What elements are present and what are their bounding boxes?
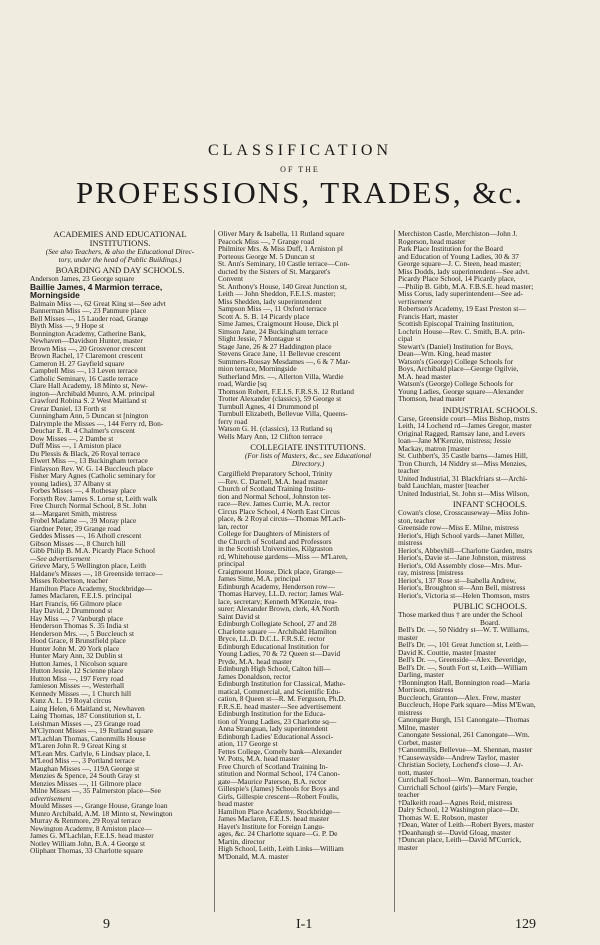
listing-line: †Duncan place, Leith—David M'Currick,	[398, 836, 522, 844]
title-block	[0, 142, 600, 211]
listing-line: cation, 8 Queen st—R. M. Ferguson, Ph.D.	[218, 695, 346, 703]
listing-line: mistress	[398, 708, 423, 716]
section-heading: INSTITUTIONS.	[89, 239, 151, 248]
listing-line: Anna Stranguan, lady superintendent	[218, 725, 328, 733]
listing-line: Convent	[218, 275, 244, 283]
listing-line: Stage Jane, 26 & 27 Haddington place	[218, 342, 332, 350]
listing-line: Maughan Misses —, 119A George st	[30, 764, 140, 772]
listing-line: Geddes Misses —, 16 Atholl crescent	[30, 532, 142, 540]
listing-line: Du Plessis & Black, 26 Royal terrace	[30, 449, 141, 457]
listing-line: Balmain Miss —, 62 Great King st—See advt	[30, 299, 166, 307]
listing-line: Cameron H. 27 Gayfield square	[30, 359, 125, 367]
listing-line: James Maclaren, F.E.I.S. head master	[218, 815, 329, 823]
listing-line: matical, Commercial, and Scientific Edu-	[218, 687, 341, 695]
listing-line: †Bonnington Hall, Bonnington road—Maria	[398, 678, 530, 686]
listing-line: bald Lauchlan, master [teacher	[398, 482, 490, 490]
title-classification: CLASSIFICATION	[207, 142, 392, 159]
listing-line: Boys, Archibald place—George Ogilvie,	[398, 365, 519, 373]
listing-line: Watson G. H. (classics), 13 Rutland sq	[218, 425, 333, 433]
title-professions-trades: PROFESSIONS, TRADES, &c.	[76, 175, 524, 210]
listing-line: Bryce, LL.D. D.C.L. F.R.S.E. rector	[218, 635, 325, 643]
listing-line: Hamilton Place Academy, Stockbridge—	[218, 807, 340, 815]
listing-line: tory, under the head of Public Buildings.)	[58, 255, 182, 263]
listing-line: lace, secretary; Kenneth M'Kenzie, trea-	[218, 597, 338, 605]
listing-line: lan, rector	[218, 522, 248, 530]
listing-line: Robertson's Academy, 19 East Preston st—	[398, 305, 526, 313]
listing-line: Brown Rachel, 17 Claremont crescent	[30, 352, 143, 360]
listing-line: Thomas Harvey, LL.D. rector; James Wal-	[218, 590, 344, 598]
listing-line: College for Daughters of Ministers of	[218, 530, 330, 538]
listing-line: James G. M'Lachlan, F.E.I.S. head master	[30, 832, 154, 840]
listing-line: Circus Place School, 4 North East Circus	[218, 507, 340, 515]
listing-line: Board.	[480, 618, 500, 626]
listing-line: Hutton Miss —, 197 Ferry road	[30, 674, 124, 682]
section-heading: INDUSTRIAL SCHOOLS.	[442, 405, 538, 415]
listing-line: Jamieson Misses —, Westerhall	[30, 682, 125, 690]
listing-line: Hay Miss —, 7 Vanburgh place	[30, 614, 123, 622]
listing-line: St. Cuthbert's, 35 Castle barns—James Hill,	[398, 452, 528, 460]
listing-line: Milne Misses —, 35 Palmerston place—See	[30, 787, 161, 795]
listing-line: Those marked thus † are under the School	[398, 611, 523, 619]
listing-line: teacher	[398, 791, 420, 799]
column-2	[218, 230, 398, 912]
listing-line: Laing Helen, 6 Maitland st, Newhaven	[30, 704, 145, 712]
listing-line: Simson Jane, 24 Buckingham terrace	[218, 327, 328, 335]
listing-line: Cunningham Ann, 5 Duncan st [nington	[30, 412, 149, 420]
listing-line: tion and Normal School, Johnston ter-	[218, 492, 331, 500]
listing-line: Dalrymple the Misses —, 144 Ferry rd, Bon-	[30, 419, 164, 427]
listing-line: teacher	[398, 467, 420, 475]
listing-line: Forbes Misses —, 4 Rothesay place	[30, 487, 136, 495]
listing-line: Edinburgh Collegiate School, 27 and 28	[218, 620, 337, 628]
listing-line: St. Ann's Seminary, 10 Castle terrace—Con-	[218, 260, 350, 268]
listing-line: Directory.)	[291, 459, 325, 467]
listing-line: Girls, Gillespie crescent—Robert Foulis,	[218, 792, 339, 800]
listing-line: Frobel Madame —, 39 Moray place	[30, 517, 137, 525]
listing-line: stitution and Normal School, 174 Canon-	[218, 770, 340, 778]
listing-line: Edinburgh Institution for Classical, Mathe-	[218, 680, 346, 688]
listing-line: the Church of Scotland and Professors	[218, 537, 332, 545]
listing-line: Kennedy Misses —, 1 Church hill	[30, 689, 131, 697]
listing-line: Trotter Alexander (classics), 59 George st	[218, 395, 342, 403]
listing-line: Morningside	[30, 291, 80, 300]
listing-line: Watson's (George) College Schools for	[398, 380, 514, 388]
listing-line: ray, mistress [mistress	[398, 569, 464, 577]
listing-line: Henderson Mrs. —, 5 Buccleuch st	[30, 629, 135, 637]
listing-line: Sutherland Mrs. —, Allerton Villa, Wardie	[218, 372, 344, 380]
listing-line: Gibb Philip B. M.A. Picardy Place School	[30, 547, 156, 555]
listing-line: Free Church Normal School, 8 St. John	[30, 502, 147, 510]
listing-line: rd, Whitehouse gardens—Miss — M'Laren,	[218, 552, 348, 560]
listing-line: Newhaven—Davidson Hunter, master	[30, 337, 143, 345]
listing-line: (For lists of Masters, &c., see Educational	[244, 452, 372, 460]
listing-line: Milne, master	[398, 723, 440, 731]
listing-line: Edinburgh Ladies' Educational Associ-	[218, 732, 334, 740]
listing-line: Darling, master	[398, 671, 444, 679]
listing-line: Peacock Miss —, 7 Grange road	[218, 237, 315, 245]
listing-line: master	[398, 843, 418, 851]
listing-line: Leith — John Sheddon, F.E.I.S. master;	[218, 290, 336, 298]
listing-line: Slight Jessie, 7 Montague st	[218, 335, 301, 343]
listing-line: Turnbull Elizabeth, Bellevue Villa, Queens-	[218, 410, 348, 418]
listing-line: Morrison, mistress	[398, 686, 454, 694]
listing-line: Oliver Mary & Isabella, 11 Rutland square	[218, 230, 345, 238]
listing-line: David K. Couttie, master [master	[398, 648, 497, 656]
listing-line: M'Donald, M.A. master	[218, 852, 289, 860]
listing-line: Dalry School, 12 Washington place—Dr.	[398, 806, 520, 814]
listing-line: Buccleuch, Granton—Alex. Frew, master	[398, 693, 521, 701]
listing-line: Thomson Robert, F.E.I.S. F.R.S.S. 12 Rutland	[218, 387, 354, 395]
listing-line: †Causewayside—Andrew Taylor, master	[398, 753, 520, 761]
listing-line: Heriot's, Davie st—Jane Johnston, mistress	[398, 554, 526, 562]
listing-line: place, & 2 Royal circus—Thomas M'Lach-	[218, 515, 346, 523]
listing-line: and Education of Young Ladies, 30 & 37	[398, 252, 519, 260]
listing-line: Baillie James, 4 Marmion terrace,	[30, 282, 163, 291]
listing-line: Turnbull Agnes, 41 Drummond pl	[218, 402, 319, 410]
listing-line: Lochrin House—Rev. C. Smith, B.A. prin-	[398, 327, 525, 335]
listing-line: James Sime, M.A. principal	[218, 575, 301, 583]
listing-line: ation, 117 George st	[218, 740, 278, 748]
listing-line: Menzies Misses —, 11 Gilmore place	[30, 779, 142, 787]
title-of-the: OF THE	[280, 165, 320, 174]
listing-line: †Canonmills, Bellevue—M. Shennan, master	[398, 746, 533, 754]
listing-line: †Deanhaugh st—David Gloag, master	[398, 828, 511, 836]
listing-line: Mackay, matron [master	[398, 444, 470, 452]
listing-line: Elwert Miss —, 13 Buckingham terrace	[30, 457, 148, 465]
listing-line: Hutton Jessie, 12 Scienne place	[30, 667, 124, 675]
listing-line: vertisement	[398, 297, 433, 305]
listing-line: Original Ragged, Ramsay lane, and Levers	[398, 429, 526, 437]
listing-line: St. Anthony's House, 140 Great Junction st,	[218, 282, 347, 290]
listing-line: M'Clymont Misses —, 19 Rutland square	[30, 727, 153, 735]
listing-line: Laing Thomas, 187 Constitution st, L	[30, 712, 141, 720]
listing-line: Dow Misses —, 2 Dambe st	[30, 434, 114, 442]
listing-line: Thomas W. E. Robson, master	[398, 813, 488, 821]
listing-line: cipal	[398, 335, 413, 343]
listing-line: in the Scottish Universities, Kilgraston	[218, 545, 333, 553]
listing-line: M'Laren John R. 9 Great King st	[30, 742, 127, 750]
listing-line: Bell's Dr. —, 50 Niddry st—W. T. Williams,	[398, 626, 529, 634]
listing-line: Blyth Miss —, 9 Hope st	[30, 322, 104, 330]
listing-line: Scottish Episcopal Training Institution,	[398, 320, 514, 328]
listing-line: M.A. head master	[398, 372, 451, 380]
column-1	[30, 230, 210, 912]
listing-line: ferry road	[218, 417, 248, 425]
column-rule	[214, 230, 215, 912]
listing-line: M'Leod Miss —, 3 Portland terrace	[30, 757, 135, 765]
listing-line: principal	[218, 560, 245, 568]
listing-line: (See also Teachers, & also the Educational Direc-	[45, 248, 195, 256]
listing-line: Fisher Mary Agnes (Catholic seminary for	[30, 472, 156, 480]
section-heading: COLLEGIATE INSTITUTIONS.	[250, 443, 366, 452]
listing-line: M'Lean Mrs. Carlyle, 6 Lindsay place, L	[30, 749, 151, 757]
listing-line: Young Ladies, George square—Alexander	[398, 387, 524, 395]
listing-line: Campbell Miss —, 13 Leven terrace	[30, 367, 138, 375]
section-heading: ACADEMIES AND EDUCATIONAL	[53, 230, 187, 239]
listing-line: Edinburgh Institution for the Educa-	[218, 710, 326, 718]
listing-line: Leith, 14 Lochend rd—James Gregor, master	[398, 422, 532, 430]
listing-line: advertisement	[30, 794, 72, 802]
listing-line: Pryde, M.A. head master	[218, 657, 292, 665]
listing-line: Bell Misses —, 15 Lauder road, Grange	[30, 314, 149, 322]
listing-line: Miss Shedden, lady superintendent	[218, 297, 322, 305]
listing-line: Bell's Dr. —, Greenside—Alex. Beveridge,	[398, 656, 527, 664]
listing-line: Scott A. S. B. 14 Picardy place	[218, 312, 310, 320]
listing-line: Tron Church, 14 Niddry st—Miss Menzies,	[398, 459, 527, 467]
footer-left-number: 9	[103, 917, 110, 932]
section-heading: BOARDING AND DAY SCHOOLS.	[55, 266, 185, 275]
listing-line: F.R.S.E. head master—See advertisement	[218, 702, 342, 710]
listing-line: Sime James, Craigmount House, Dick pl	[218, 320, 339, 328]
listing-line: George square—J. C. Steen, head master;	[398, 260, 522, 268]
listing-line: James Maclaren, F.E.I.S. principal	[30, 592, 132, 600]
listing-line: Charlotte square — Archibald Hamilton	[218, 627, 337, 635]
listing-line: United Industrial, 31 Blackfriars st—Archi-	[398, 474, 528, 482]
listing-line: Martin, director	[218, 837, 265, 845]
listing-line: Heriot's, Broughton st—Ann Bell, mistress	[398, 584, 526, 592]
listing-line: Heriot's, Abbeyhill—Charlotte Garden, mstrs	[398, 546, 533, 554]
listing-line: Forsyth Rev. James S. Lorne st, Leith walk	[30, 494, 158, 502]
listing-line: st—Margaret Smith, mistress	[30, 509, 117, 517]
column-rule	[394, 230, 395, 912]
listing-line: Heriot's, Old Assembly close—Mrs. Mur-	[398, 561, 522, 569]
listing-line: Hood Grace, 8 Brunstfield place	[30, 637, 126, 645]
listing-line: Corbet, master	[398, 738, 442, 746]
listing-line: M'Lachlan Thomas, Canonmills House	[30, 734, 146, 742]
listing-line: Cargilfield Preparatory School, Trinity	[218, 470, 333, 478]
listing-line: James Donaldson, rector	[218, 672, 291, 680]
page-footer	[0, 917, 600, 933]
listing-line: Park Place Institution for the Board	[398, 245, 503, 253]
listing-line: Haldane's Misses —, 18 Greenside terrace—	[30, 569, 163, 577]
listing-line: Sampson Miss —, 11 Oxford terrace	[218, 305, 327, 313]
listing-line: W. Potts, M.A. head master	[218, 755, 300, 763]
listing-line: High School, Leith, Leith Links—William	[218, 845, 344, 853]
listing-line: Duff Miss —, 1 Arniston place	[30, 442, 122, 450]
listing-line: Gardner Peter, 39 Grange road	[30, 524, 121, 532]
listing-line: Stewart's (Daniel) Institution for Boys,	[398, 342, 513, 350]
listing-line: mistress	[398, 539, 423, 547]
listing-line: Miss Corus, lady superintendent—See ad-	[398, 290, 524, 298]
listing-line: Hamilton Place Academy, Stockbridge—	[30, 584, 152, 592]
listing-line: —Rev. C. Darnell, M.A. head master	[218, 477, 328, 485]
listing-line: Christian Society, Lochend's close—J. Ar-	[398, 761, 524, 769]
listing-line: loan—Jane M'Kenzie, mistress; Jessie	[398, 437, 511, 445]
listing-line: Deuchar E. R. 4 Chalmer's crescent	[30, 427, 135, 435]
listing-line: Edinburgh Academy, Henderson row—	[218, 582, 335, 590]
listing-line: †Dean, Water of Leith—Robert Byers, master	[398, 821, 534, 829]
listing-line: Anderson James, 23 George square	[30, 275, 135, 283]
listing-line: Heriot's, 137 Rose st—Isabella Andrew,	[398, 576, 517, 584]
listing-line: Currichall School—Wm. Bannerman, teacher	[398, 776, 534, 784]
listing-line: Edinburgh Educational Institution for	[218, 642, 329, 650]
listing-line: Church of Scotland Training Institu-	[218, 485, 326, 493]
listing-line: Free Church of Scotland Training In-	[218, 762, 328, 770]
listing-line: Hayet's Institute for Foreign Langu-	[218, 822, 325, 830]
listing-line: nott, master	[398, 768, 433, 776]
listing-line: Misses Robertson, teacher	[30, 577, 108, 585]
listing-line: Hart Francis, 66 Gilmore place	[30, 599, 122, 607]
listing-line: Stevens Grace Jane, 11 Bellevue crescent	[218, 350, 341, 358]
listing-line: —See advertisement	[30, 554, 91, 562]
listing-line: young ladies), 37 Albany st	[30, 479, 112, 487]
listing-line: Merchiston Castle, Merchiston—John J.	[398, 230, 518, 238]
listing-line: Oliphant Thomas, 33 Charlotte square	[30, 847, 143, 855]
listing-line: Cowan's close, Crosscauseway—Miss John-	[398, 509, 530, 517]
listing-line: Greenside row—Miss E. Milne, mistress	[398, 524, 519, 532]
listing-line: Bell's Dr. —, South Fort st, Leith—William	[398, 663, 528, 671]
listing-line: Francis Hart, master	[398, 312, 459, 320]
listing-line: Canongate Burgh, 151 Canongate—Thomas	[398, 716, 530, 724]
listing-line: mion terrace, Morningside	[218, 365, 297, 373]
listing-line: Porteous George M. 5 Duncan st	[218, 252, 315, 260]
listing-line: Dean—Wm. King, head master	[398, 350, 492, 358]
listing-line: road, Wardie [sq	[218, 380, 267, 388]
listing-line: Gillespie's (James) Schools for Boys and	[218, 785, 340, 793]
listing-line: Gibson Misses —, 8 Church hill	[30, 539, 126, 547]
listing-line: Crawford Robina S. 2 West Maitland st	[30, 397, 147, 405]
listing-line: Craigmount House, Dick place, Grange—	[218, 567, 343, 575]
listing-line: Watson's (George) College Schools for	[398, 357, 514, 365]
listing-line: Summers-Rousay Mesdames —, 6 & 7 Mar-	[218, 357, 351, 365]
listing-line: Heriot's, High School yards—Janet Miller,	[398, 531, 525, 539]
listing-line: Crerar Daniel, 13 Forth st	[30, 404, 107, 412]
listing-line: gate—Maurice Paterson, B.A. rector	[218, 777, 327, 785]
listing-line: Hunter John M. 20 York place	[30, 644, 120, 652]
listing-line: —Philip B. Gibb, M.A. F.B.S.E. head master;	[398, 282, 534, 290]
columns-area	[30, 230, 586, 912]
listing-line: Currichall School (girls')—Mary Fergie,	[398, 783, 518, 791]
listing-line: ducted by the Sisters of St. Margaret's	[218, 267, 331, 275]
listing-line: master	[398, 633, 418, 641]
listing-line: Hutton James, 1 Nicolson square	[30, 659, 128, 667]
listing-line: head master	[218, 800, 254, 808]
listing-line: Canongate Sessional, 261 Canongate—Wm.	[398, 731, 530, 739]
listing-line: United Industrial, St. John st—Miss Wilson,	[398, 489, 529, 497]
listing-line: Newington Academy, 8 Arniston place—	[30, 824, 152, 832]
listing-line: ages, &c. 24 Charlotte square—G. P. De	[218, 830, 338, 838]
listing-line: Notley William John, B.A. 4 George st	[30, 839, 146, 847]
listing-line: Edinburgh High School, Calton hill—	[218, 665, 331, 673]
listing-line: Brown Miss —, 20 Grosvenor crescent	[30, 344, 146, 352]
listing-line: Murray & Renmore, 29 Royal terrace	[30, 817, 142, 825]
listing-line: Rogerson, head master	[398, 237, 466, 245]
listing-line: race—Rev. James Currie, M.A. rector	[218, 500, 330, 508]
section-heading: PUBLIC SCHOOLS.	[452, 602, 528, 611]
listing-line: Mould Misses —, Grange House, Grange loan	[30, 802, 168, 810]
listing-line: Finlayson Rev. W. G. 14 Buccleuch place	[30, 464, 153, 472]
listing-line: Young Ladies, 70 & 72 Queen st—David	[218, 650, 341, 658]
listing-line: Picardy Place School, 14 Picardy place,	[398, 275, 516, 283]
listing-line: Carse, Greenside court—Miss Bishop, mstrs	[398, 414, 530, 422]
listing-line: Grieve Mary, 5 Wellington place, Leith	[30, 562, 146, 570]
listing-line: Bell's Dr. —, 101 Great Junction st, Leith—	[398, 641, 529, 649]
listing-line: Hay David, 2 Drummond st	[30, 607, 113, 615]
listing-line: Clare Hall Academy, 18 Minto st, New-	[30, 382, 148, 390]
listing-line: Miss Dodds, lady superintendent—See advt.	[398, 267, 530, 275]
section-heading: INFANT SCHOOLS.	[452, 500, 528, 509]
listing-line: Bannerman Miss —, 23 Panmure place	[30, 307, 147, 315]
listing-line: Munro Archibald, A.M. 18 Minto st, Newington	[30, 809, 173, 817]
listing-line: Henderson Thomas S. 35 India st	[30, 622, 129, 630]
listing-line: tion of Young Ladies, 23 Charlotte sq—	[218, 717, 337, 725]
listing-line: Saint David st	[218, 612, 260, 620]
listing-line: Catholic Seminary, 16 Castle terrace	[30, 374, 139, 382]
listing-line: Wells Mary Ann, 12 Clifton terrace	[218, 432, 323, 440]
listing-line: Philmiter Mrs. & Miss Duff, 1 Arniston pl	[218, 245, 343, 253]
listing-line: ston, teacher	[398, 516, 436, 524]
listing-line: Heriot's, Victoria st—Helen Thomson, mstrs	[398, 591, 530, 599]
listing-line: Fettes College, Comely bank—Alexander	[218, 747, 342, 755]
page-number: 129	[515, 917, 536, 932]
listing-line: Menzies & Spence, 24 South Gray st	[30, 772, 140, 780]
listing-line: Bonnington Academy, Catherine Bank,	[30, 329, 146, 337]
listing-line: Kunz A. L. 19 Royal circus	[30, 697, 112, 705]
footer-signature-mark: I-1	[296, 917, 313, 932]
listing-line: Leishman Misses —, 23 Grange road	[30, 719, 141, 727]
listing-line: Hunter Mary Ann, 32 Dublin st	[30, 652, 123, 660]
column-3	[398, 230, 582, 912]
listing-line: Thomson, head master	[398, 395, 466, 403]
listing-line: †Dalkeith road—Agnes Reid, mistress	[398, 798, 513, 806]
listing-line: ington—Archibald Munro, A.M. principal	[30, 389, 155, 397]
listing-line: Buccleuch, Hope Park square—Miss M'Ewan,	[398, 701, 536, 709]
listing-line: surer; Alexander Brown, clerk, 4A North	[218, 605, 339, 613]
